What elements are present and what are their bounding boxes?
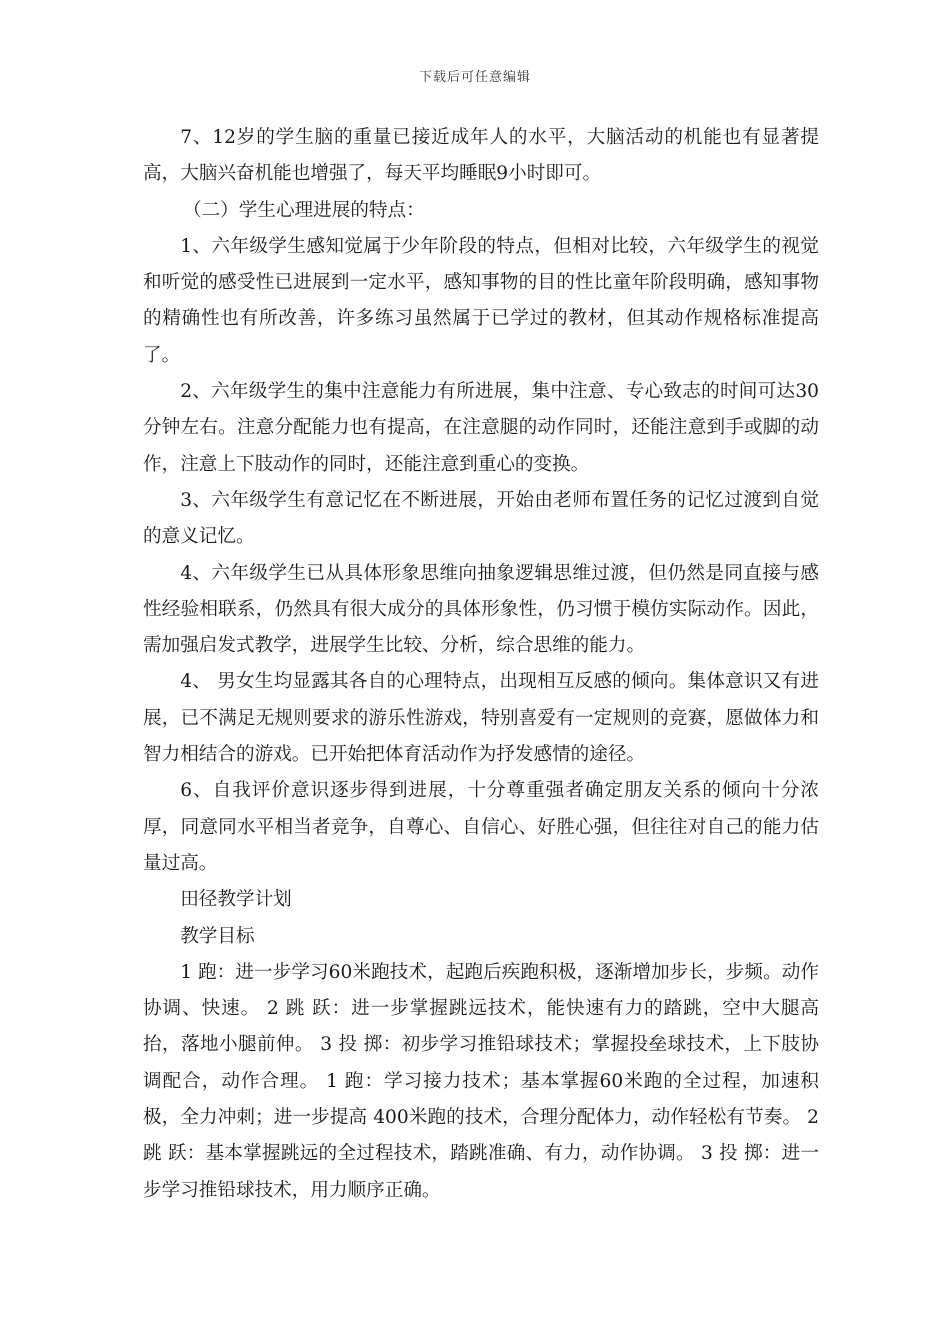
paragraph-perception: 1、六年级学生感知觉属于少年阶段的特点，但相对比较，六年级学生的视觉和听觉的感受性已进展到一定水平，感知事物的目的性比童年阶段明确，感知事物的精确性也有所改善，许多练习虽然属于已学过的教材，但其动作规格标准提高了。 (143, 235, 819, 366)
paragraph-attention: 2、六年级学生的集中注意能力有所进展，集中注意、专心致志的时间可达30分钟左右。注意分配能力也有提高，在注意腿的动作同时，还能注意到手或脚的动作，注意上下肢动作的同时，还能注意到重心的变换。 (143, 381, 819, 475)
heading-track-field-plan: 田径教学计划 (180, 889, 292, 911)
paragraph-brain-development: 7、12岁的学生脑的重量已接近成年人的水平，大脑活动的机能也有显著提高，大脑兴奋机能也增强了，每天平均睡眠9小时即可。 (143, 127, 819, 185)
paragraph-thinking: 4、六年级学生已从具体形象思维向抽象逻辑思维过渡，但仍然是同直接与感性经验相联系，仍然具有很大成分的具体形象性，仍习惯于模仿实际动作。因此，需加强启发式教学，进展学生比较、分析，综合思维的能力。 (143, 562, 819, 657)
heading-teaching-goals: 教学目标 (180, 925, 255, 947)
paragraph-goals-detail: 1 跑：进一步学习60米跑技术，起跑后疾跑积极，逐渐增加步长，步频。动作协调、快速。 2 跳 跃：进一步掌握跳远技术，能快速有力的踏跳，空中大腿高抬，落地小腿前伸。 3 投 掷：初步学习推铅球技术；掌握投垒球技术，上下肢协调配合，动作合理。 1 跑：学习接力技术；基本掌握60米跑的全过程，加速积极，全力冲刺；进一步提高 400米跑的技术，合理分配体力，动作轻松有节奏。 2 跳 跃：基本掌握跳远的全过程技术，踏跳准确、有力，动作协调。 3 投 掷：进一步学习推铅球技术，用力顺序正确。 (143, 961, 819, 1201)
paragraph-memory: 3、六年级学生有意记忆在不断进展，开始由老师布置任务的记忆过渡到自觉的意义记忆。 (143, 489, 819, 548)
section-heading-psychology: （二）学生心理进展的特点： (182, 199, 425, 221)
paragraph-gender-traits: 4、 男女生均显露其各自的心理特点，出现相互反感的倾向。集体意识又有进展，已不满足无规则要求的游乐性游戏，特别喜爱有一定规则的竞赛，愿做体力和智力相结合的游戏。已开始把体育活动作为抒发感情的途径。 (143, 671, 819, 766)
document-body (143, 120, 819, 1209)
paragraph-self-evaluation: 6、自我评价意识逐步得到进展，十分尊重强者确定朋友关系的倾向十分浓厚，同意同水平相当者竞争，自尊心、自信心、好胜心强，但往往对自己的能力估量过高。 (143, 780, 819, 874)
page-header: 下载后可任意编辑 (418, 70, 531, 85)
